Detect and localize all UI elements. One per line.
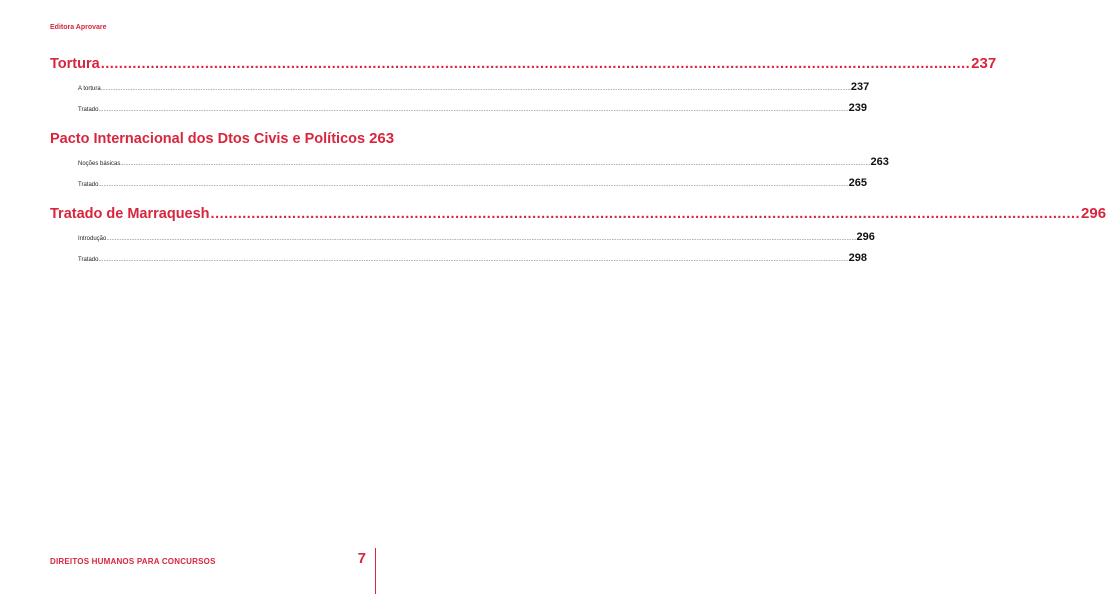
- subentry-page-number: 265: [848, 177, 867, 189]
- footer-divider: [375, 548, 376, 594]
- subentry-title: Tratado: [78, 257, 99, 263]
- dot-leader: [120, 161, 870, 167]
- chapter-title: Pacto Internacional dos Dtos Civis e Políticos: [50, 131, 366, 147]
- dot-leader: [98, 107, 848, 113]
- subentry-page-number: 298: [848, 252, 867, 264]
- chapter-page-number: 263: [369, 130, 395, 147]
- toc-chapter-marraquesh: [50, 205, 1106, 264]
- dot-leader: [98, 182, 848, 188]
- chapter-title: Tratado de Marraquesh: [50, 206, 210, 222]
- dot-leader: [101, 86, 851, 92]
- subentry-page-number: 239: [848, 102, 867, 114]
- subentry-title: Tratado: [78, 182, 99, 188]
- subentry-page-number: 237: [850, 81, 870, 93]
- subentry-title: Introdução: [78, 236, 107, 242]
- dot-leader: [98, 257, 848, 263]
- toc-subentry[interactable]: [78, 177, 867, 189]
- toc-chapter-tortura: [50, 55, 997, 114]
- subentry-page-number: 296: [856, 231, 875, 243]
- toc-subentry[interactable]: [78, 102, 867, 114]
- footer-page-number: 7: [357, 550, 366, 567]
- chapter-page-number: 237: [971, 55, 997, 72]
- chapter-page-number: 296: [1081, 205, 1106, 222]
- table-of-contents: [50, 55, 1106, 280]
- dot-leader: [211, 206, 1080, 222]
- subentry-page-number: 263: [870, 156, 889, 168]
- publisher-name: Editora Aprovare: [50, 24, 107, 31]
- toc-subentry[interactable]: [78, 252, 867, 264]
- chapter-entry[interactable]: [50, 205, 1106, 222]
- toc-chapter-pacto: [50, 130, 889, 189]
- subentry-title: A tortura: [78, 86, 101, 92]
- dot-leader: [101, 56, 970, 72]
- toc-subentry[interactable]: [78, 231, 875, 243]
- chapter-entry[interactable]: [50, 55, 997, 72]
- chapter-title: Tortura: [50, 56, 100, 72]
- dot-leader: [106, 236, 856, 242]
- subentry-title: Noções básicas: [78, 161, 121, 167]
- footer-book-title: DIREITOS HUMANOS PARA CONCURSOS: [50, 557, 216, 566]
- chapter-entry[interactable]: [50, 130, 395, 147]
- toc-subentry[interactable]: [78, 81, 870, 93]
- toc-subentry[interactable]: [78, 156, 889, 168]
- subentry-title: Tratado: [78, 107, 99, 113]
